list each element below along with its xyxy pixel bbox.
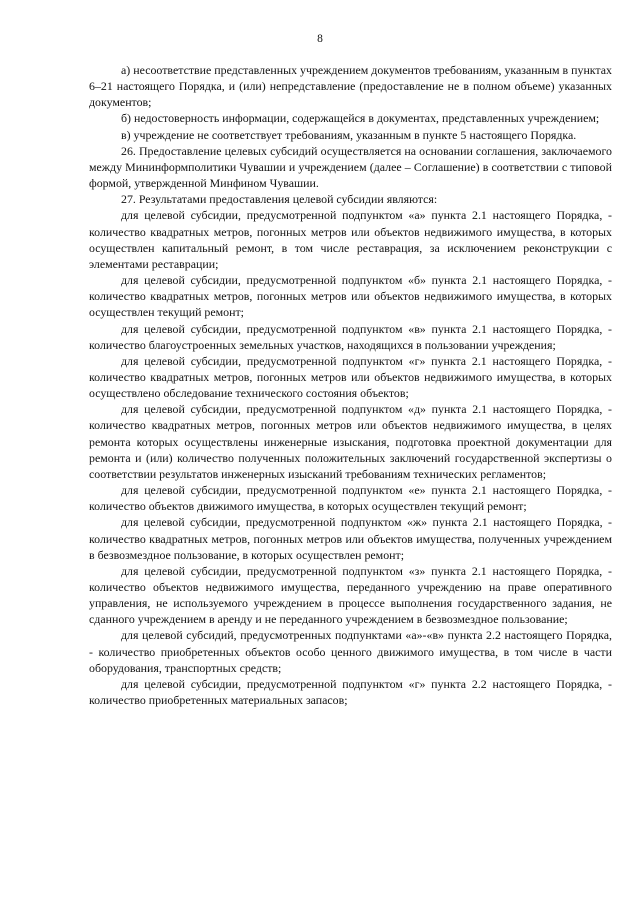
paragraph-27-item-2-1-z: для целевой субсидии, предусмотренной подпунктом «з» пункта 2.1 настоящего Порядка, - количество объектов недвижимого имущества, переданного учреждению на праве оперативного управления, не используемого учреждением в процессе выполнения государственного задания, не сданного учреждением в аренду и не переданного учреждением в безвозмездное пользование; xyxy=(89,563,612,627)
paragraph-27-item-2-1-v: для целевой субсидии, предусмотренной подпунктом «в» пункта 2.1 настоящего Порядка, - количество благоустроенных земельных участков, находящихся в пользовании учреждения; xyxy=(89,321,612,352)
paragraph-27-item-2-1-b: для целевой субсидии, предусмотренной подпунктом «б» пункта 2.1 настоящего Порядка, - количество квадратных метров, погонных метров или объектов недвижимого имущества, в которых осуществлен текущий ремонт; xyxy=(89,273,612,320)
document-body xyxy=(89,62,612,708)
paragraph-27-item-2-1-d: для целевой субсидии, предусмотренной подпунктом «д» пункта 2.1 настоящего Порядка, - количество квадратных метров, погонных метров или объектов недвижимого имущества, в целях ремонта которых осуществлены инженерные изыскания, подготовка проектной документации для ремонта и (или) количество полученных положительных заключений государственной экспертизы о соответствии результатов инженерных изысканий требованиям технических регламентов; xyxy=(89,402,612,481)
paragraph-27-item-2-1-g: для целевой субсидии, предусмотренной подпунктом «г» пункта 2.1 настоящего Порядка, - количество квадратных метров, погонных метров или объектов недвижимого имущества, в которых осуществлено обследование технического состояния объектов; xyxy=(89,353,612,401)
paragraph-27-item-2-1-e: для целевой субсидии, предусмотренной подпунктом «е» пункта 2.1 настоящего Порядка, - количество объектов движимого имущества, в которых осуществлен текущий ремонт; xyxy=(89,483,612,514)
paragraph-27-item-2-1-a: для целевой субсидии, предусмотренной подпунктом «а» пункта 2.1 настоящего Порядка, - количество квадратных метров, погонных метров или объектов недвижимого имущества, в которых осуществлен капитальный ремонт, в том числе реставрация, за исключением реконструкции с элементами реставрации; xyxy=(89,208,612,271)
paragraph-25a: а) несоответствие представленных учреждением документов требованиям, указанным в пунктах 6–21 настоящего Порядка, и (или) непредставление (предоставление не в полном объеме) указанных документов; xyxy=(89,63,612,110)
paragraph-27-item-2-2-g: для целевой субсидии, предусмотренной подпунктом «г» пункта 2.2 настоящего Порядка, - количество приобретенных материальных запасов; xyxy=(89,676,612,708)
paragraph-27-item-2-2-a-v: для целевой субсидий, предусмотренных подпунктами «а»-«в» пункта 2.2 настоящего Порядка, - количество приобретенных объектов особо ценного движимого имущества, в том числе в части оборудования, транспортных средств; xyxy=(89,628,612,675)
paragraph-25v: в) учреждение не соответствует требованиям, указанным в пункте 5 настоящего Порядка. xyxy=(121,127,577,142)
paragraph-25b: б) недостоверность информации, содержащейся в документах, представленных учреждением; xyxy=(121,111,600,126)
paragraph-27: 27. Результатами предоставления целевой субсидии являются: xyxy=(121,192,438,207)
paragraph-27-item-2-1-zh: для целевой субсидии, предусмотренной подпунктом «ж» пункта 2.1 настоящего Порядка, - количество квадратных метров, погонных метров или объектов имущества, полученных учреждением в безвозмездное пользование, в которых осуществлен ремонт; xyxy=(89,515,612,562)
page-number: 8 xyxy=(317,33,323,45)
paragraph-26: 26. Предоставление целевых субсидий осуществляется на основании соглашения, заключаемого между Мининформполитики Чувашии и учреждением (далее – Соглашение) в соответствии с типовой формой, утвержденной Минфином Чувашии. xyxy=(89,143,612,191)
